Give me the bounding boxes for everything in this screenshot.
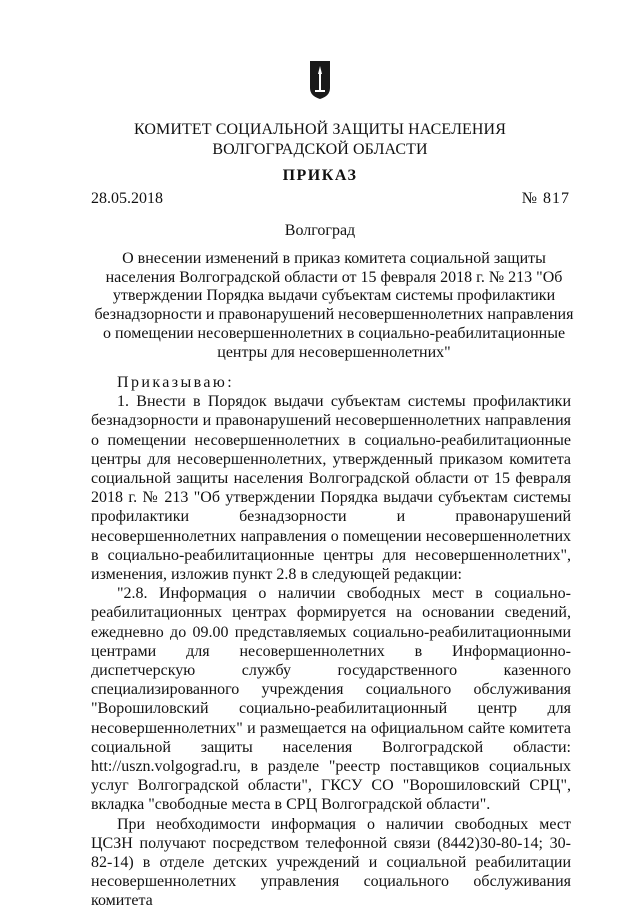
paragraph-3: При необходимости информация о наличии свободных мест ЦСЗН получают посредством телефонной связи (8442)30-80-14; 30-82-14) в отделе детских учреждений и социальной реабилитации несовершеннолетних управления социального обслуживания комитета (91, 815, 571, 910)
document-body (91, 373, 571, 911)
document-number: № 817 (521, 190, 570, 207)
document-subject: О внесении изменений в приказ комитета социальной защиты населения Волгоградской области от 15 февраля 2018 г. № 213 "Об утверждении Порядка выдачи субъектам системы профилактики безнадзорности и правонарушений несовершеннолетних направления о помещении несовершеннолетних в социально-реабилитационные центры для несовершеннолетних" (94, 250, 574, 361)
org-name-line1: КОМИТЕТ СОЦИАЛЬНОЙ ЗАЩИТЫ НАСЕЛЕНИЯ (134, 121, 506, 138)
paragraph-1: 1. Внести в Порядок выдачи субъектам системы профилактики безнадзорности и правонарушений несовершеннолетних направления о помещении несовершеннолетних в социально-реабилитационные центры для несовершеннолетних, утвержденный приказом комитета социальной защиты населения Волгоградской области от 15 февраля 2018 г. № 213 "Об утверждении Порядка выдачи субъектам системы профилактики безнадзорности и правонарушений несовершеннолетних направления о помещении несовершеннолетних в социально-реабилитационные центры для несовершеннолетних", изменения, изложив пункт 2.8 в следующей редакции: (91, 393, 571, 584)
paragraph-2: "2.8. Информация о наличии свободных мест в социально-реабилитационных центрах формируется на основании сведений, ежедневно до 09.00 представляемых социально-реабилитационными центрами для несовершеннолетних в Информационно-диспетчерскую службу государственного казенного специализированного учреждения социального обслуживания "Ворошиловский социально-реабилитационный центр для несовершеннолетних" и размещается на официальном сайте комитета социальной защиты населения Волгоградской области: htt://uszn.volgograd.ru, в разделе "реестр поставщиков социальных услуг Волгоградской области", ГКСУ СО "Ворошиловский СРЦ", вкладка "свободные места в СРЦ Волгоградской области". (91, 585, 571, 814)
order-lead: Приказываю: (117, 374, 235, 391)
document-title: ПРИКАЗ (282, 167, 358, 184)
org-name-line2: ВОЛГОГРАДСКОЙ ОБЛАСТИ (212, 141, 428, 158)
document-city: Волгоград (284, 222, 356, 239)
document-date: 28.05.2018 (91, 190, 163, 207)
volgograd-emblem-icon (309, 60, 331, 100)
